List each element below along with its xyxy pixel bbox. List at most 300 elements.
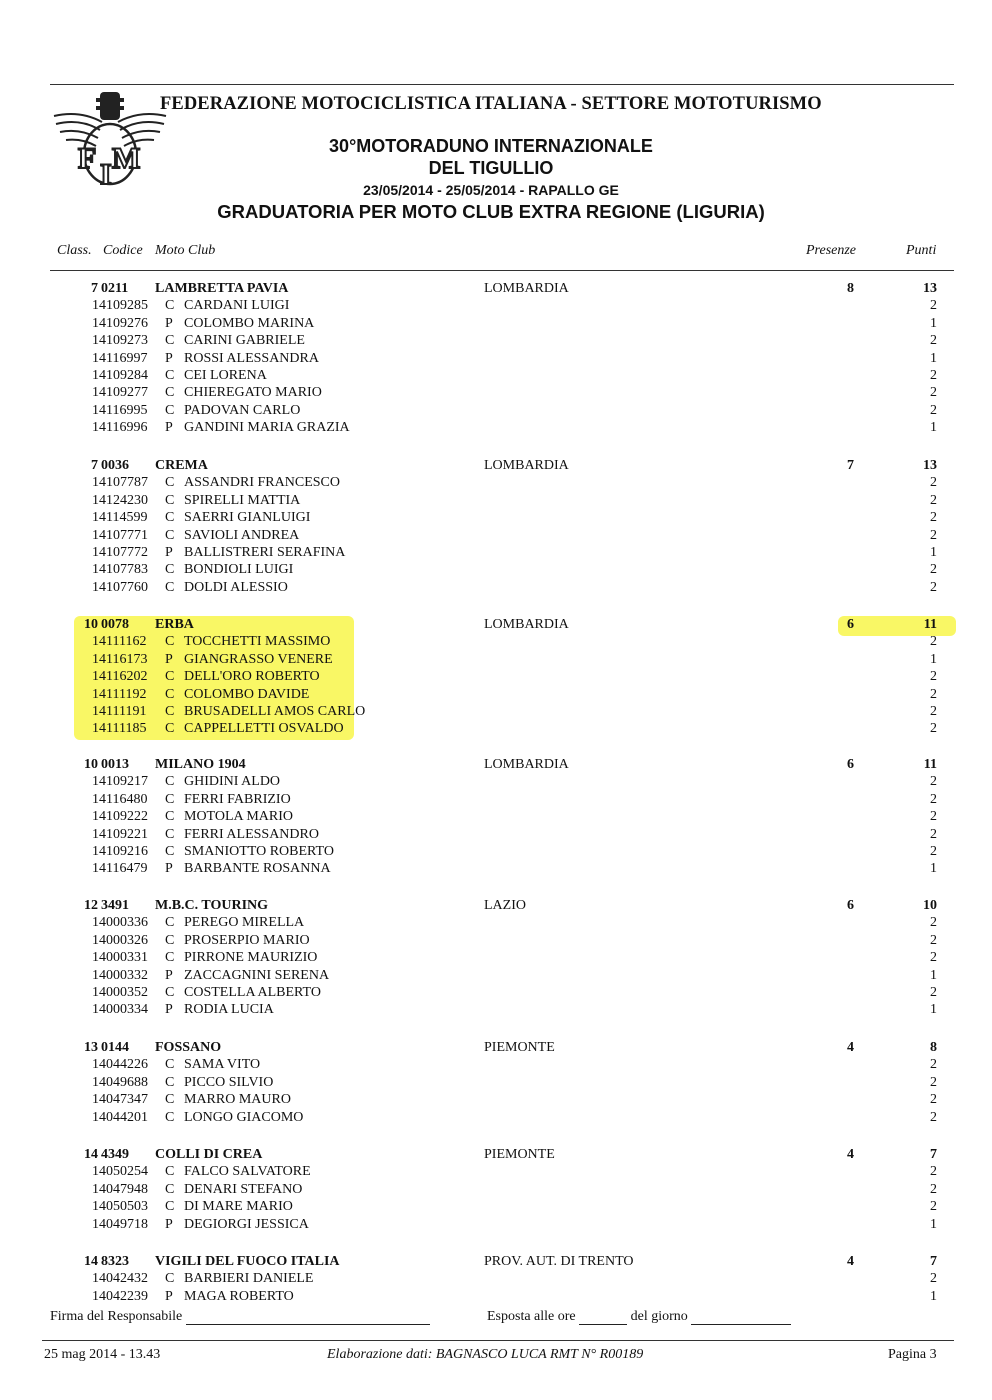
member-points: 2 [930, 1074, 937, 1090]
member-type: C [165, 703, 175, 719]
member-type: C [165, 1074, 175, 1090]
member-points: 2 [930, 634, 937, 650]
member-row [0, 1199, 992, 1216]
member-card-number: 14111191 [92, 703, 147, 719]
club-presences: 6 [847, 617, 854, 632]
member-type: C [165, 774, 175, 790]
member-type: C [165, 1199, 175, 1215]
club-name: LAMBRETTA PAVIA [155, 281, 289, 296]
member-points: 1 [930, 315, 937, 331]
club-class: 7 [91, 458, 98, 473]
member-name: COLOMBO MARINA [184, 315, 315, 331]
member-row [0, 420, 992, 437]
member-name: SAERRI GIANLUIGI [184, 510, 311, 526]
member-type: C [165, 492, 175, 508]
member-card-number: 14109217 [92, 774, 148, 790]
member-points: 1 [930, 651, 937, 667]
member-row [0, 774, 992, 791]
member-type: C [165, 809, 175, 825]
club-region: LOMBARDIA [484, 281, 569, 296]
event-title-line1: 30°MOTORADUNO INTERNAZIONALE [329, 136, 653, 156]
print-timestamp: 25 mag 2014 - 13.43 [44, 1347, 161, 1362]
member-row [0, 1057, 992, 1074]
member-points: 2 [930, 1092, 937, 1108]
member-points: 1 [930, 967, 937, 983]
club-presences: 4 [847, 1040, 854, 1055]
member-type: C [165, 686, 175, 702]
column-code: Codice [103, 243, 143, 258]
club-name: M.B.C. TOURING [155, 898, 269, 913]
member-name: MOTOLA MARIO [184, 809, 294, 825]
member-points: 2 [930, 774, 937, 790]
member-row [0, 493, 992, 510]
member-points: 1 [930, 861, 937, 877]
member-row [0, 528, 992, 545]
member-name: CARINI GABRIELE [184, 333, 305, 349]
club-code: 0211 [101, 281, 129, 296]
member-type: C [165, 721, 175, 737]
top-rule [50, 84, 954, 85]
member-name: DI MARE MARIO [184, 1199, 293, 1215]
member-card-number: 14000352 [92, 984, 148, 1000]
member-card-number: 14000331 [92, 950, 148, 966]
member-row [0, 985, 992, 1002]
member-row [0, 634, 992, 651]
member-name: TOCCHETTI MASSIMO [184, 634, 331, 650]
member-name: ASSANDRI FRANCESCO [184, 475, 340, 491]
club-presences: 4 [847, 1147, 854, 1162]
club-name: ERBA [155, 617, 194, 632]
member-type: P [165, 420, 173, 436]
club-header-row [0, 1147, 992, 1164]
member-row [0, 545, 992, 562]
member-card-number: 14109277 [92, 385, 148, 401]
member-row [0, 475, 992, 492]
member-card-number: 14047347 [92, 1092, 148, 1108]
member-card-number: 14116995 [92, 402, 148, 418]
member-card-number: 14050503 [92, 1199, 148, 1215]
member-card-number: 14000334 [92, 1002, 148, 1018]
member-type: C [165, 562, 175, 578]
member-type: C [165, 475, 175, 491]
member-points: 2 [930, 402, 937, 418]
member-points: 2 [930, 686, 937, 702]
footer-rule [42, 1340, 954, 1341]
member-row [0, 721, 992, 738]
club-block [0, 1254, 992, 1306]
member-name: BRUSADELLI AMOS CARLO [184, 703, 366, 719]
club-points: 8 [930, 1040, 937, 1055]
member-points: 2 [930, 1181, 937, 1197]
member-points: 2 [930, 669, 937, 685]
club-block [0, 1040, 992, 1127]
member-name: SAVIOLI ANDREA [184, 527, 300, 543]
member-card-number: 14116479 [92, 861, 148, 877]
member-type: C [165, 950, 175, 966]
member-type: C [165, 915, 175, 931]
member-name: BARBIERI DANIELE [184, 1271, 314, 1287]
club-class: 7 [91, 281, 98, 296]
member-points: 2 [930, 791, 937, 807]
member-row [0, 403, 992, 420]
member-row [0, 298, 992, 315]
member-name: DELL'ORO ROBERTO [184, 669, 320, 685]
member-name: DOLDI ALESSIO [184, 579, 288, 595]
member-name: GANDINI MARIA GRAZIA [184, 420, 350, 436]
member-card-number: 14109222 [92, 809, 148, 825]
club-code: 0036 [101, 458, 129, 473]
processing-info: Elaborazione dati: BAGNASCO LUCA RMT N° R00189 [327, 1347, 644, 1362]
club-presences: 7 [847, 458, 854, 473]
member-row [0, 510, 992, 527]
svg-text:M: M [112, 142, 141, 175]
club-code: 8323 [101, 1254, 129, 1269]
club-code: 0078 [101, 617, 129, 632]
club-class: 10 [84, 617, 98, 632]
member-card-number: 14042239 [92, 1288, 148, 1304]
member-row [0, 704, 992, 721]
club-points: 10 [923, 898, 937, 913]
member-type: C [165, 1109, 175, 1125]
member-row [0, 669, 992, 686]
column-club: Moto Club [155, 243, 216, 258]
member-card-number: 14044201 [92, 1109, 148, 1125]
signature-area [50, 1309, 430, 1325]
member-name: PEREGO MIRELLA [184, 915, 305, 931]
member-row [0, 562, 992, 579]
member-card-number: 14049718 [92, 1216, 148, 1232]
member-type: P [165, 967, 173, 983]
member-card-number: 14107783 [92, 562, 148, 578]
member-card-number: 14116997 [92, 350, 148, 366]
signature-line [186, 1324, 430, 1325]
club-block [0, 281, 992, 438]
member-name: CHIEREGATO MARIO [184, 385, 322, 401]
member-name: BONDIOLI LUIGI [184, 562, 294, 578]
member-points: 2 [930, 826, 937, 842]
member-row [0, 950, 992, 967]
club-header-row [0, 458, 992, 475]
member-card-number: 14116173 [92, 651, 148, 667]
member-name: SAMA VITO [184, 1057, 261, 1073]
club-presences: 6 [847, 898, 854, 913]
member-row [0, 1289, 992, 1306]
club-code: 0013 [101, 757, 129, 772]
member-row [0, 687, 992, 704]
member-type: C [165, 932, 175, 948]
club-region: PIEMONTE [484, 1147, 555, 1162]
member-row [0, 580, 992, 597]
member-card-number: 14109284 [92, 367, 148, 383]
club-region: LOMBARDIA [484, 757, 569, 772]
member-row [0, 1002, 992, 1019]
member-row [0, 385, 992, 402]
member-name: PROSERPIO MARIO [184, 932, 310, 948]
member-card-number: 14111185 [92, 721, 147, 737]
member-name: ZACCAGNINI SERENA [184, 967, 330, 983]
member-type: P [165, 861, 173, 877]
svg-text:F: F [78, 142, 97, 175]
member-type: P [165, 315, 173, 331]
member-row [0, 1182, 992, 1199]
club-name: VIGILI DEL FUOCO ITALIA [155, 1254, 340, 1269]
member-name: DEGIORGI JESSICA [184, 1216, 309, 1232]
member-name: PIRRONE MAURIZIO [184, 950, 318, 966]
member-type: C [165, 527, 175, 543]
member-row [0, 933, 992, 950]
club-code: 4349 [101, 1147, 129, 1162]
member-name: FERRI FABRIZIO [184, 791, 291, 807]
member-row [0, 1110, 992, 1127]
member-name: GHIDINI ALDO [184, 774, 281, 790]
member-name: LONGO GIACOMO [184, 1109, 304, 1125]
club-block [0, 757, 992, 879]
page-number: Pagina 3 [888, 1347, 937, 1362]
member-type: C [165, 333, 175, 349]
member-type: C [165, 385, 175, 401]
member-points: 2 [930, 809, 937, 825]
svg-text:I: I [100, 158, 112, 191]
club-header-row [0, 1254, 992, 1271]
member-points: 2 [930, 579, 937, 595]
posted-label: Esposta alle ore [487, 1309, 576, 1324]
member-points: 2 [930, 915, 937, 931]
club-presences: 8 [847, 281, 854, 296]
club-points: 11 [923, 757, 937, 772]
member-points: 2 [930, 1271, 937, 1287]
member-points: 2 [930, 932, 937, 948]
member-type: C [165, 634, 175, 650]
member-row [0, 827, 992, 844]
member-points: 2 [930, 1057, 937, 1073]
member-name: ROSSI ALESSANDRA [184, 350, 319, 366]
member-row [0, 861, 992, 878]
signature-label: Firma del Responsabile [50, 1309, 183, 1324]
member-row [0, 1271, 992, 1288]
member-card-number: 14050254 [92, 1164, 148, 1180]
member-name: FERRI ALESSANDRO [184, 826, 319, 842]
member-name: RODIA LUCIA [184, 1002, 274, 1018]
club-header-row [0, 281, 992, 298]
member-points: 2 [930, 475, 937, 491]
member-type: P [165, 1216, 173, 1232]
member-type: C [165, 843, 175, 859]
member-name: MAGA ROBERTO [184, 1288, 294, 1304]
club-class: 13 [84, 1040, 98, 1055]
member-points: 2 [930, 385, 937, 401]
column-points: Punti [906, 243, 937, 258]
member-card-number: 14042432 [92, 1271, 148, 1287]
member-card-number: 14107760 [92, 579, 148, 595]
member-card-number: 14047948 [92, 1181, 148, 1197]
club-points: 13 [923, 458, 937, 473]
member-row [0, 316, 992, 333]
member-points: 2 [930, 510, 937, 526]
member-points: 1 [930, 1288, 937, 1304]
member-type: C [165, 1057, 175, 1073]
member-points: 2 [930, 333, 937, 349]
column-class: Class. [57, 243, 92, 258]
club-class: 14 [84, 1147, 98, 1162]
member-card-number: 14116480 [92, 791, 148, 807]
club-code: 0144 [101, 1040, 129, 1055]
member-points: 1 [930, 1002, 937, 1018]
club-name: COLLI DI CREA [155, 1147, 263, 1162]
member-type: C [165, 791, 175, 807]
member-name: PICCO SILVIO [184, 1074, 274, 1090]
member-row [0, 968, 992, 985]
club-name: FOSSANO [155, 1040, 222, 1055]
member-points: 2 [930, 950, 937, 966]
posted-time-line [579, 1324, 627, 1325]
member-card-number: 14124230 [92, 492, 148, 508]
member-points: 2 [930, 1109, 937, 1125]
club-code: 3491 [101, 898, 129, 913]
member-row [0, 844, 992, 861]
member-type: P [165, 1288, 173, 1304]
member-card-number: 14114599 [92, 510, 148, 526]
member-type: P [165, 1002, 173, 1018]
member-row [0, 809, 992, 826]
member-card-number: 14000332 [92, 967, 148, 983]
club-points: 7 [930, 1254, 937, 1269]
day-label: del giorno [630, 1309, 688, 1324]
club-block [0, 898, 992, 1020]
member-type: P [165, 350, 173, 366]
member-row [0, 1217, 992, 1234]
member-name: SMANIOTTO ROBERTO [184, 843, 334, 859]
member-row [0, 333, 992, 350]
member-type: C [165, 1164, 175, 1180]
member-points: 1 [930, 544, 937, 560]
member-name: PADOVAN CARLO [184, 402, 301, 418]
member-type: C [165, 1271, 175, 1287]
member-card-number: 14109221 [92, 826, 148, 842]
club-class: 14 [84, 1254, 98, 1269]
member-type: C [165, 826, 175, 842]
member-card-number: 14044226 [92, 1057, 148, 1073]
club-region: LAZIO [484, 898, 526, 913]
club-points: 11 [923, 617, 937, 632]
header-rule [50, 270, 954, 271]
member-type: C [165, 298, 175, 314]
member-card-number: 14000336 [92, 915, 148, 931]
club-name: CREMA [155, 458, 208, 473]
member-type: P [165, 651, 173, 667]
member-row [0, 351, 992, 368]
member-card-number: 14109273 [92, 333, 148, 349]
member-type: C [165, 1092, 175, 1108]
member-points: 2 [930, 367, 937, 383]
club-header-row [0, 898, 992, 915]
member-type: C [165, 1181, 175, 1197]
member-card-number: 14109285 [92, 298, 148, 314]
member-type: C [165, 510, 175, 526]
member-type: C [165, 984, 175, 1000]
member-name: FALCO SALVATORE [184, 1164, 311, 1180]
event-title-line2: DEL TIGULLIO [428, 158, 554, 178]
member-card-number: 14116996 [92, 420, 148, 436]
club-presences: 4 [847, 1254, 854, 1269]
member-points: 1 [930, 420, 937, 436]
member-points: 2 [930, 1199, 937, 1215]
member-card-number: 14116202 [92, 669, 148, 685]
event-dates: 23/05/2014 - 25/05/2014 - RAPALLO GE [363, 182, 619, 198]
member-points: 2 [930, 984, 937, 1000]
member-name: GIANGRASSO VENERE [184, 651, 333, 667]
member-name: DENARI STEFANO [184, 1181, 303, 1197]
member-points: 2 [930, 1164, 937, 1180]
club-name: MILANO 1904 [155, 757, 246, 772]
member-row [0, 1092, 992, 1109]
club-class: 12 [84, 898, 98, 913]
member-name: CAPPELLETTI OSVALDO [184, 721, 344, 737]
member-points: 2 [930, 527, 937, 543]
federation-title: FEDERAZIONE MOTOCICLISTICA ITALIANA - SETTORE MOTOTURISMO [160, 94, 822, 114]
column-presences: Presenze [806, 243, 857, 258]
club-class: 10 [84, 757, 98, 772]
member-points: 2 [930, 298, 937, 314]
member-row [0, 915, 992, 932]
member-card-number: 14111192 [92, 686, 147, 702]
member-name: COLOMBO DAVIDE [184, 686, 310, 702]
club-block [0, 458, 992, 597]
club-presences: 6 [847, 757, 854, 772]
member-name: MARRO MAURO [184, 1092, 291, 1108]
club-header-row [0, 1040, 992, 1057]
member-type: C [165, 669, 175, 685]
member-card-number: 14107787 [92, 475, 148, 491]
club-region: PIEMONTE [484, 1040, 555, 1055]
posted-day-line [691, 1324, 791, 1325]
member-points: 2 [930, 721, 937, 737]
member-points: 2 [930, 703, 937, 719]
club-block [0, 617, 992, 739]
club-block [0, 1147, 992, 1234]
member-row [0, 792, 992, 809]
member-points: 1 [930, 1216, 937, 1232]
posting-area [487, 1309, 791, 1325]
member-name: BALLISTRERI SERAFINA [184, 544, 346, 560]
member-points: 1 [930, 350, 937, 366]
member-type: C [165, 402, 175, 418]
member-row [0, 1164, 992, 1181]
member-points: 2 [930, 492, 937, 508]
member-points: 2 [930, 843, 937, 859]
member-row [0, 1075, 992, 1092]
club-points: 7 [930, 1147, 937, 1162]
member-name: COSTELLA ALBERTO [184, 984, 321, 1000]
member-points: 2 [930, 562, 937, 578]
club-header-row [0, 757, 992, 774]
member-card-number: 14000326 [92, 932, 148, 948]
member-card-number: 14049688 [92, 1074, 148, 1090]
member-row [0, 652, 992, 669]
member-name: CEI LORENA [184, 367, 267, 383]
member-card-number: 14109276 [92, 315, 148, 331]
club-region: LOMBARDIA [484, 458, 569, 473]
member-card-number: 14107772 [92, 544, 148, 560]
member-card-number: 14109216 [92, 843, 148, 859]
member-row [0, 368, 992, 385]
member-card-number: 14111162 [92, 634, 147, 650]
member-name: CARDANI LUIGI [184, 298, 290, 314]
member-name: SPIRELLI MATTIA [184, 492, 301, 508]
club-region: LOMBARDIA [484, 617, 569, 632]
club-points: 13 [923, 281, 937, 296]
ranking-title: GRADUATORIA PER MOTO CLUB EXTRA REGIONE (LIGURIA) [217, 201, 765, 222]
member-type: P [165, 544, 173, 560]
